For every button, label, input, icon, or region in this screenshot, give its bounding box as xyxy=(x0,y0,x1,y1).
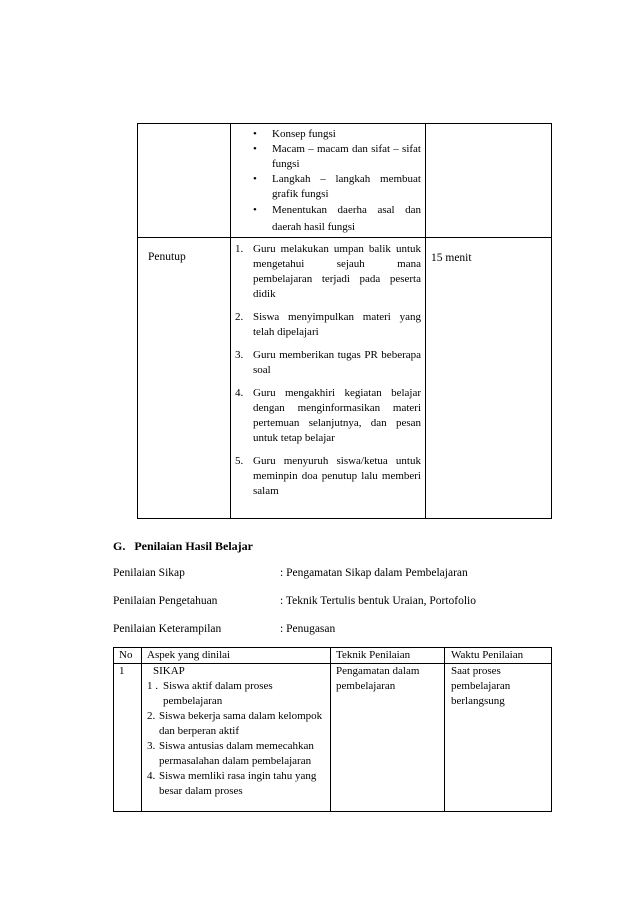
assessment-label: Penilaian Keterampilan xyxy=(113,623,222,635)
aspect-number: 1 . xyxy=(147,680,158,692)
aspect-text: Siswa bekerja sama dalam kelompok dan berperan aktif xyxy=(159,710,323,737)
aspect-text: Siswa memliki rasa ingin tahu yang besar dalam proses xyxy=(159,770,317,797)
column-divider xyxy=(444,648,445,811)
header-cell: Waktu Penilaian xyxy=(451,649,524,661)
closing-steps-list xyxy=(235,242,421,507)
assessment-table xyxy=(113,647,552,812)
activity-table xyxy=(137,123,552,519)
list-item: • Langkah – langkah membuat grafik fungsi xyxy=(249,172,421,202)
time-cell: Saat proses pembelajaran berlangsung xyxy=(451,665,511,707)
list-item xyxy=(147,709,325,739)
section-letter: G. xyxy=(113,539,126,553)
step-text: Guru mengakhiri kegiatan belajar dengan menginformasikan materi pertemuan selanjutnya, dan pesan untuk tetap belajar xyxy=(253,387,421,444)
step-text: Guru memberikan tugas PR beberapa soal xyxy=(253,349,421,376)
column-divider xyxy=(330,648,331,811)
list-item xyxy=(235,348,421,378)
section-heading xyxy=(113,539,253,554)
aspect-number: 3. xyxy=(147,740,156,752)
topic-bullet-list xyxy=(249,127,421,236)
aspect-number: 2. xyxy=(147,710,156,722)
duration-label: 15 menit xyxy=(431,252,472,264)
list-item: • Macam – macam dan sifat – sifat fungsi xyxy=(249,142,421,172)
column-divider xyxy=(425,124,426,518)
aspect-text: Siswa aktif dalam proses pembelajaran xyxy=(163,680,273,707)
list-item xyxy=(147,769,325,799)
step-number: 1. xyxy=(235,243,244,255)
row-number: 1 xyxy=(119,665,125,677)
list-item xyxy=(147,739,325,769)
list-item: • Menentukan daerha asal dan daerah hasil fungsi xyxy=(249,202,421,236)
step-text: Siswa menyimpulkan materi yang telah dipelajari xyxy=(253,311,421,338)
aspect-text: Siswa antusias dalam memecahkan permasalahan dalam pembelajaran xyxy=(159,740,314,767)
technique-cell: Pengamatan dalam pembelajaran xyxy=(336,665,420,692)
aspect-title: SIKAP xyxy=(153,665,185,677)
assessment-value: : Penugasan xyxy=(280,623,336,635)
row-divider xyxy=(138,237,551,238)
assessment-value: : Pengamatan Sikap dalam Pembelajaran xyxy=(280,567,468,579)
list-item xyxy=(235,310,421,340)
step-text: Guru melakukan umpan balik untuk mengetahui sejauh mana pembelajaran terjadi pada peserta didik xyxy=(253,243,421,300)
aspect-cell xyxy=(147,664,325,799)
assessment-label: Penilaian Sikap xyxy=(113,567,185,579)
step-number: 3. xyxy=(235,349,244,361)
list-item xyxy=(235,454,421,499)
assessment-value: : Teknik Tertulis bentuk Uraian, Portofolio xyxy=(280,595,476,607)
list-item: • Konsep fungsi xyxy=(249,127,421,142)
list-item xyxy=(235,242,421,302)
step-text: Guru menyuruh siswa/ketua untuk meminpin doa penutup lalu memberi salam xyxy=(253,455,421,497)
aspect-number: 4. xyxy=(147,770,156,782)
header-cell: No xyxy=(119,649,133,661)
header-cell: Aspek yang dinilai xyxy=(147,649,231,661)
column-divider xyxy=(230,124,231,518)
column-divider xyxy=(141,648,142,811)
step-number: 5. xyxy=(235,455,244,467)
assessment-label: Penilaian Pengetahuan xyxy=(113,595,218,607)
step-number: 4. xyxy=(235,387,244,399)
header-cell: Teknik Penilaian xyxy=(336,649,411,661)
list-item xyxy=(147,679,325,709)
section-title: Penilaian Hasil Belajar xyxy=(134,539,254,553)
step-number: 2. xyxy=(235,311,244,323)
stage-label: Penutup xyxy=(148,251,186,263)
list-item xyxy=(235,386,421,446)
